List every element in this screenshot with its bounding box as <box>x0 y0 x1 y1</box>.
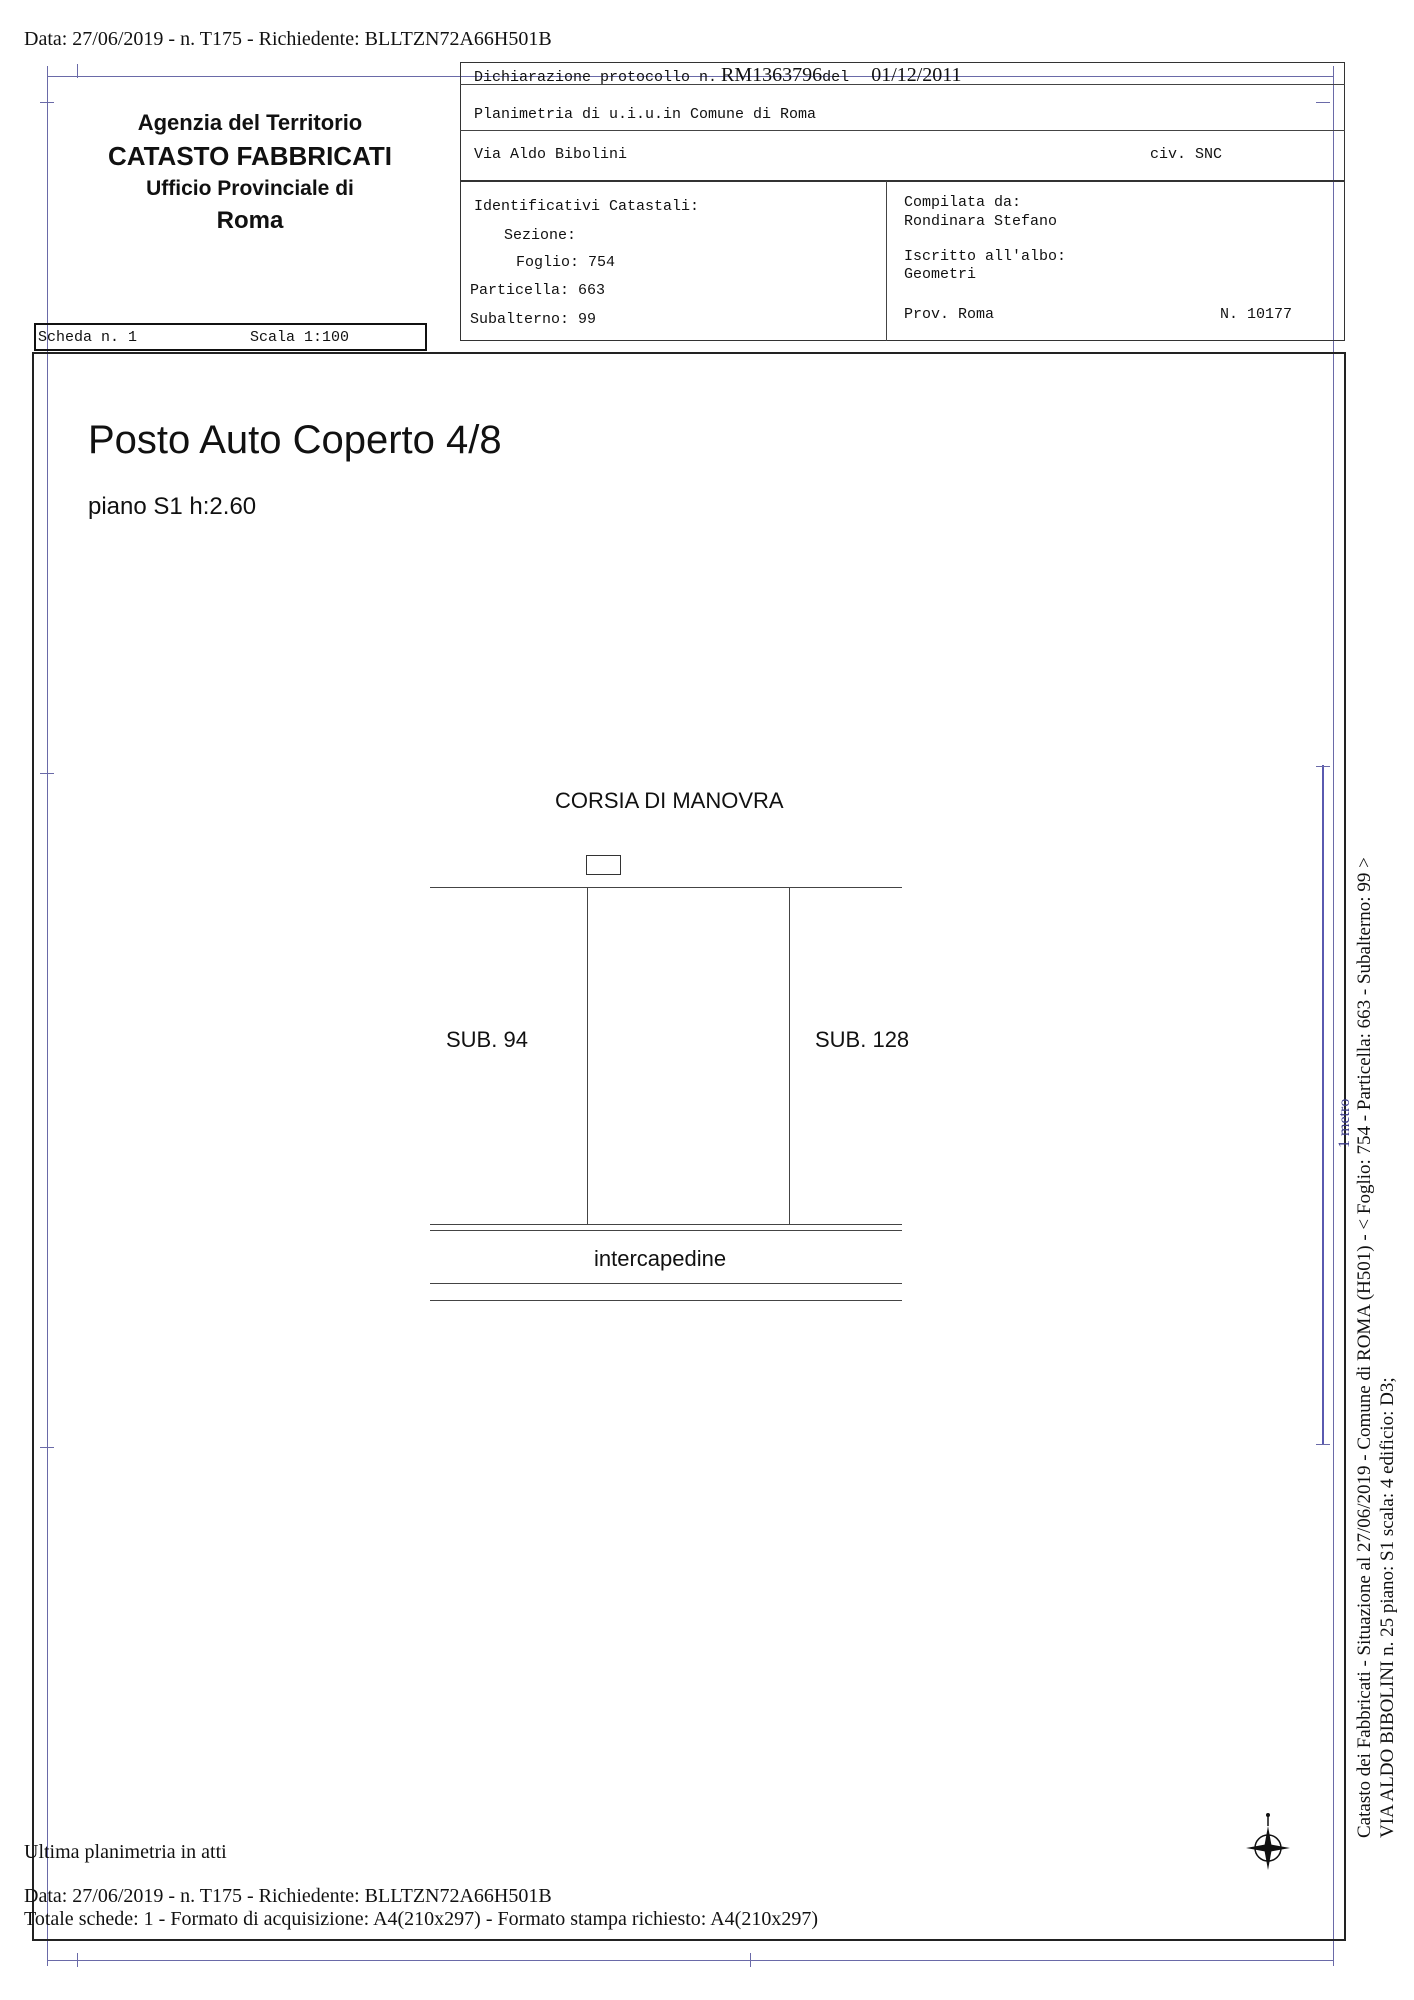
iscritto-label: Iscritto all'albo: <box>904 248 1067 265</box>
guide-tick <box>77 1953 78 1967</box>
intercapedine-label: intercapedine <box>594 1246 727 1271</box>
subalterno-field: Subalterno: 99 <box>470 311 597 328</box>
request-header-line: Data: 27/06/2019 - n. T175 - Richiedente: BLLTZN72A66H501B <box>24 28 552 50</box>
intercapedine-line <box>430 1283 902 1284</box>
parking-space-left-wall <box>587 887 588 1224</box>
footer-request-line: Data: 27/06/2019 - n. T175 - Richiedente: BLLTZN72A66H501B <box>24 1885 552 1907</box>
intercapedine-line-outer <box>430 1300 902 1301</box>
small-rectangle-mark <box>586 855 621 875</box>
ufficio-provinciale: Ufficio Provinciale di <box>146 177 354 200</box>
side-address-text: VIA ALDO BIBOLINI n. 25 piano: S1 scala: 4 edificio: D3; <box>1377 1377 1398 1838</box>
corsia-label: CORSIA DI MANOVRA <box>555 788 784 813</box>
plan-wall-bottom <box>430 1224 902 1225</box>
planimetria-line: Planimetria di u.i.u.in Comune di Roma <box>474 106 817 123</box>
compilata-name: Rondinara Stefano <box>904 213 1058 230</box>
albo-number: N. 10177 <box>1220 306 1293 323</box>
compilata-label: Compilata da: <box>904 194 1022 211</box>
declaration-date: 01/12/2011 <box>871 64 962 86</box>
scheda-number: Scheda n. 1 <box>38 329 138 346</box>
albo-value: Geometri <box>904 266 977 283</box>
ultima-planimetria: Ultima planimetria in atti <box>24 1841 227 1863</box>
plan-wall-bottom-inner <box>430 1230 902 1231</box>
agency-name: Agenzia del Territorio <box>137 110 363 135</box>
north-arrow-compass-icon <box>1240 1812 1296 1876</box>
declaration-label: Dichiarazione protocollo n. <box>474 69 718 86</box>
declaration-divider <box>460 130 1345 131</box>
province: Prov. Roma <box>904 306 995 323</box>
guide-tick <box>40 102 54 103</box>
ufficio-city: Roma <box>216 207 284 234</box>
side-situazione-text: Catasto dei Fabbricati - Situazione al 27/06/2019 - Comune di ROMA (H501) - < Foglio: 754 - Particella: 663 - Subalterno: 99 > <box>1354 857 1375 1838</box>
agency-block <box>50 108 450 238</box>
drawing-frame <box>32 352 1346 1941</box>
plan-title: Posto Auto Coperto 4/8 <box>88 418 502 462</box>
guide-tick <box>77 64 78 78</box>
scale-bar-tick <box>1316 1444 1330 1445</box>
civic-number: civ. SNC <box>1150 146 1223 163</box>
guide-tick <box>750 1953 751 1967</box>
sezione-field: Sezione: <box>504 227 577 244</box>
scale-bar <box>1322 765 1324 1445</box>
declaration-number: RM1363796 <box>721 64 823 86</box>
scheda-scale: Scala 1:100 <box>250 329 350 346</box>
declaration-protocol-line <box>474 64 962 87</box>
scale-bar-tick <box>1316 766 1330 767</box>
identificativi-title: Identificativi Catastali: <box>474 198 700 215</box>
catasto-fabbricati-title: CATASTO FABBRICATI <box>107 141 393 171</box>
plan-wall-top <box>430 887 902 888</box>
foglio-field: Foglio: 754 <box>516 254 616 271</box>
particella-field: Particella: 663 <box>470 282 606 299</box>
footer-format-line: Totale schede: 1 - Formato di acquisizione: A4(210x297) - Formato stampa richiesto: A4(210x297) <box>24 1908 818 1930</box>
plan-floor-height: piano S1 h:2.60 <box>88 493 257 520</box>
scale-bar-label: 1 metro <box>1336 1098 1353 1148</box>
parking-space-right-wall <box>789 887 790 1224</box>
declaration-del: del <box>822 69 850 86</box>
sub-right-label: SUB. 128 <box>815 1027 910 1052</box>
guide-line-bottom <box>47 1960 1333 1961</box>
address-line: Via Aldo Bibolini <box>474 146 628 163</box>
identificativi-divider <box>886 181 887 341</box>
sub-left-label: SUB. 94 <box>446 1027 528 1052</box>
